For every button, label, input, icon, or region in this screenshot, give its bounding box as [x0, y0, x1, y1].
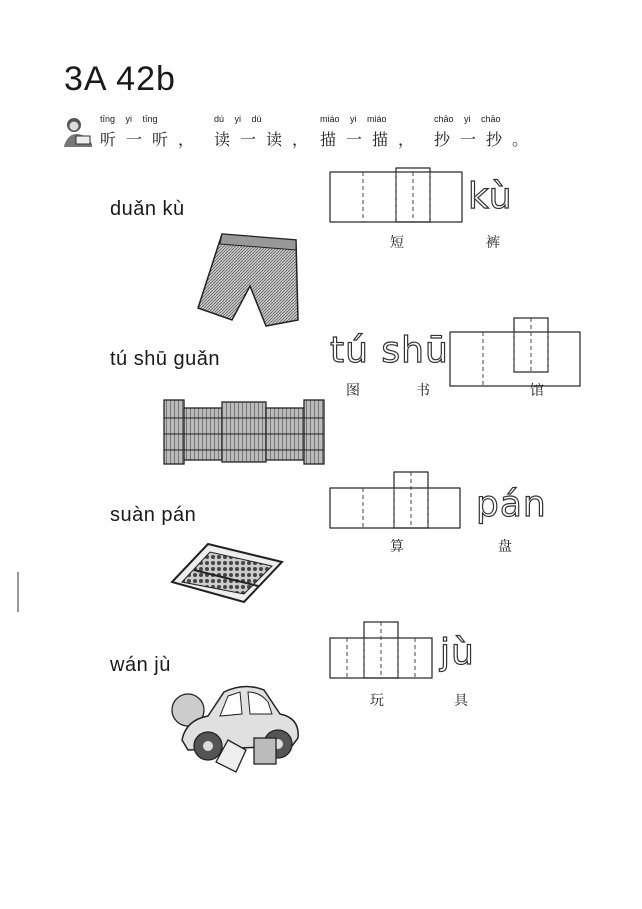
pinyin-writing-grid[interactable]: [328, 470, 462, 530]
shorts-icon: [192, 230, 302, 330]
tracing-pinyin: jù: [440, 632, 475, 673]
hanzi-label: 玩: [370, 693, 384, 709]
item-prompt: suàn pán: [110, 504, 197, 526]
instruction-pinyin: dú yi dú: [214, 114, 262, 124]
library-building-icon: [162, 396, 328, 466]
instruction-hanzi: 描一描，: [320, 130, 425, 149]
hanzi-label: 馆: [530, 383, 544, 399]
instruction-trace: [320, 114, 425, 150]
margin-mark: [16, 572, 20, 612]
hanzi-label: 图: [346, 383, 360, 399]
item-prompt: duǎn kù: [110, 198, 185, 220]
instruction-pinyin: tīng yi tīng: [100, 114, 158, 124]
instruction-read: [214, 114, 319, 150]
instruction-hanzi: 听一听，: [100, 130, 205, 149]
tracing-pinyin: pán: [476, 484, 547, 525]
pinyin-writing-grid[interactable]: [448, 316, 582, 388]
tracing-pinyin: tú shū: [330, 330, 449, 371]
item-prompt: wán jù: [110, 654, 171, 676]
pinyin-writing-grid[interactable]: [328, 168, 464, 224]
instruction-hanzi: 抄一抄。: [434, 130, 539, 149]
hanzi-label: 裤: [486, 235, 500, 251]
tracing-pinyin: kù: [468, 176, 513, 217]
hanzi-label: 盘: [498, 539, 512, 555]
page-title: 3A 42b: [64, 60, 176, 98]
hanzi-label: 算: [390, 539, 404, 555]
hanzi-label: 具: [454, 693, 468, 709]
hanzi-label: 书: [416, 383, 430, 399]
child-reading-icon: [62, 116, 94, 148]
pinyin-writing-grid[interactable]: [328, 620, 434, 680]
instruction-copy: [434, 114, 539, 150]
hanzi-label: 短: [390, 235, 404, 251]
toy-car-icon: [168, 680, 304, 774]
instruction-pinyin: chāo yi chāo: [434, 114, 501, 124]
instruction-hanzi: 读一读，: [214, 130, 319, 149]
instruction-pinyin: miáo yi miáo: [320, 114, 387, 124]
item-prompt: tú shū guǎn: [110, 348, 221, 370]
abacus-icon: [168, 542, 284, 604]
instruction-listen: [100, 114, 205, 150]
